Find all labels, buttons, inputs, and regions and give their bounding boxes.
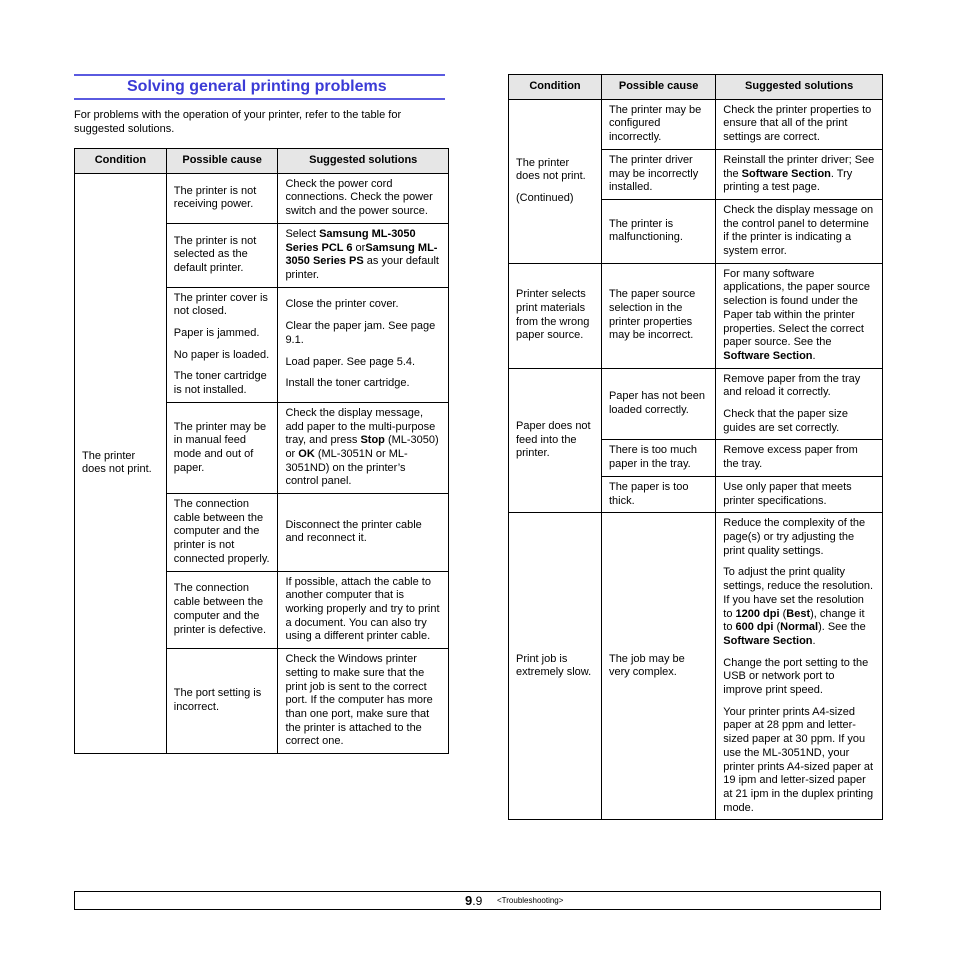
condition-text: Printer selects print materials from the wrong paper source. (516, 288, 590, 342)
header-condition: Condition (509, 75, 602, 100)
header-suggested-solutions: Suggested solutions (716, 75, 883, 100)
solution-text: For many software applications, the paper source selection is found under the Paper tab within the printer properties. Select the correct paper source. See the Software Section. (723, 267, 871, 362)
solution-text: Clear the paper jam. See page 9.1. (285, 320, 436, 346)
header-possible-cause: Possible cause (166, 149, 278, 174)
solution-cell (278, 402, 449, 493)
solution-cell (716, 263, 883, 368)
solution-text: Reinstall the printer driver; See the Software Section. Try printing a test page. (723, 153, 875, 194)
troubleshooting-table-right (508, 74, 883, 820)
section-heading (74, 74, 445, 100)
solution-text: Remove paper from the tray and reload it correctly. (723, 372, 861, 399)
cause-text: The printer cover is not closed. (173, 291, 268, 318)
solution-cell (278, 494, 449, 572)
troubleshooting-table-left (74, 148, 449, 754)
solution-cell (716, 476, 883, 512)
solution-text: Close the printer cover. (285, 298, 399, 311)
solution-cell (716, 368, 883, 440)
cause-text: No paper is loaded. (173, 348, 270, 361)
solution-text: Load paper. See page 5.4. (285, 355, 416, 368)
solution-text: Check the display message on the control panel to determine if the printer is indicating a system error. (723, 203, 874, 258)
cause-cell (601, 476, 715, 512)
cause-cell (166, 649, 278, 754)
solution-text: Disconnect the printer cable and reconnect it. (285, 518, 422, 545)
header-suggested-solutions: Suggested solutions (278, 149, 449, 174)
solution-cell (278, 173, 449, 223)
cause-text: The printer is malfunctioning. (608, 217, 683, 244)
header-possible-cause: Possible cause (601, 75, 715, 100)
solution-cell (716, 513, 883, 820)
solution-cell (716, 199, 883, 263)
cause-text: The printer may be in manual feed mode and out of paper. (173, 420, 267, 474)
cause-text: The printer driver may be incorrectly installed. (608, 153, 699, 194)
solution-text: Check the Windows printer setting to make sure that the print job is sent to the correct port. If the computer has more than one port, make sure that the printer is attached to the correct one. (285, 653, 433, 748)
condition-cell (509, 263, 602, 368)
table-row (509, 263, 883, 368)
solution-text: Check the power cord connections. Check the power switch and the power source. (285, 177, 433, 218)
cause-cell (601, 199, 715, 263)
solution-text: Your printer prints A4-sized paper at 28 ppm and letter-sized paper at 30 ppm. If you use the ML-3051ND, your printer prints A4-sized paper at 19 ipm and letter-sized paper at 21 ipm in the duplex printing mode. (723, 705, 874, 814)
section-title: Solving general printing problems (127, 78, 387, 95)
condition-text: (Continued) (516, 192, 574, 205)
cause-text: The connection cable between the computer and the printer is defective. (173, 582, 267, 636)
cause-text: The toner cartridge is not installed. (173, 370, 267, 397)
condition-cell (509, 368, 602, 513)
cause-text: The paper is too thick. (608, 480, 689, 507)
cause-text: The printer is not selected as the default printer. (173, 234, 257, 275)
cause-text: Paper is jammed. (173, 327, 260, 340)
solution-cell (278, 287, 449, 402)
cause-cell (601, 99, 715, 149)
table-row (75, 173, 449, 223)
cause-text: The printer is not receiving power. (173, 184, 257, 211)
page-suffix: .9 (472, 894, 483, 908)
page-footer (74, 891, 881, 910)
condition-text: The printer does not print. (516, 156, 586, 183)
solution-cell (278, 223, 449, 287)
cause-cell (166, 571, 278, 649)
cause-cell (166, 494, 278, 572)
solution-text: Install the toner cartridge. (285, 377, 410, 390)
table-row (509, 368, 883, 440)
solution-text: Check the printer properties to ensure that all of the print settings are correct. (723, 103, 872, 144)
intro-paragraph: For problems with the operation of your printer, refer to the table for suggested solutions. (74, 109, 402, 135)
cause-text: The job may be very complex. (608, 652, 685, 679)
cause-cell (601, 513, 715, 820)
solution-text: To adjust the print quality settings, reduce the resolution. If you have set the resolution to 1200 dpi (Best), change it to 600 dpi (Normal). See the Software Section. (723, 566, 874, 647)
header-condition: Condition (75, 149, 167, 174)
condition-text: Paper does not feed into the printer. (516, 419, 591, 460)
table-row (509, 513, 883, 820)
cause-cell (601, 149, 715, 199)
solution-text: Check the display message, add paper to the multi-purpose tray, and press Stop (ML-3050) or OK (ML-3051N or ML-3051ND) on the printer’s control panel. (285, 406, 439, 488)
cause-cell (601, 368, 715, 440)
page-number (465, 893, 482, 908)
cause-cell (166, 402, 278, 493)
chapter-number: 9 (465, 893, 473, 908)
solution-text: Check that the paper size guides are set correctly. (723, 408, 849, 434)
cause-cell (601, 440, 715, 476)
solution-text: Reduce the complexity of the page(s) or try adjusting the print quality settings. (723, 517, 866, 557)
condition-cell (75, 173, 167, 753)
solution-text: Use only paper that meets printer specifications. (723, 480, 852, 507)
cause-cell (166, 223, 278, 287)
chapter-label: <Troubleshooting> (497, 896, 564, 905)
solution-text: Select Samsung ML-3050 Series PCL 6 orSamsung ML-3050 Series PS as your default printer. (285, 227, 439, 281)
cause-cell (601, 263, 715, 368)
cause-text: The printer may be configured incorrectly. (608, 103, 702, 144)
table-row (509, 99, 883, 149)
cause-cell (166, 173, 278, 223)
cause-text: The paper source selection in the printer properties may be incorrect. (608, 288, 696, 342)
condition-text: Print job is extremely slow. (516, 652, 592, 679)
solution-text: Change the port setting to the USB or network port to improve print speed. (723, 656, 869, 697)
cause-text: There is too much paper in the tray. (608, 444, 698, 471)
condition-cell (509, 99, 602, 263)
cause-text: The connection cable between the computer and the printer is not connected properly. (173, 498, 270, 565)
solution-cell (278, 571, 449, 649)
cause-cell (166, 287, 278, 402)
solution-cell (278, 649, 449, 754)
solution-cell (716, 440, 883, 476)
condition-cell (509, 513, 602, 820)
solution-cell (716, 149, 883, 199)
cause-text: Paper has not been loaded correctly. (608, 390, 705, 417)
condition-text: The printer does not print. (82, 449, 152, 476)
cause-text: The port setting is incorrect. (173, 687, 262, 714)
solution-text: If possible, attach the cable to another computer that is working properly and try to print a document. You can also try using a different printer cable. (285, 575, 440, 643)
solution-cell (716, 99, 883, 149)
solution-text: Remove excess paper from the tray. (723, 444, 858, 471)
